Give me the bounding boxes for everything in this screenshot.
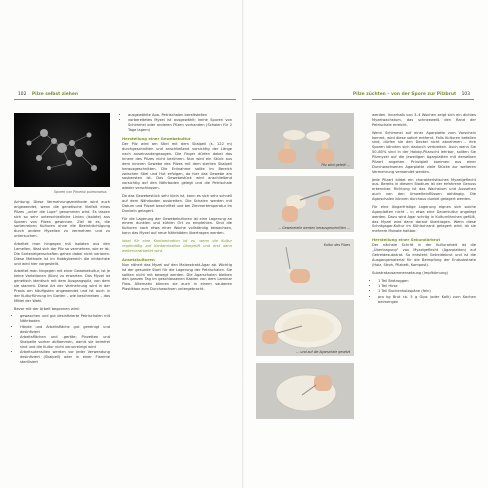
- photo-caption: Pilz wird geteilt …: [321, 163, 350, 167]
- list-item: • gewaschen und gut desinfizierte Petrischalen mit Nährboden: [20, 314, 110, 324]
- paragraph: Da das Gewebestück sehr klein ist, kann es sich sehr schnell auf dem Nährboden ausbreiten. Die Schalen werden mit Datum und Pilzart beschriftet und bei Zimmertemperatur im Dunkeln gelagert.: [122, 194, 232, 213]
- prep-list: [122, 113, 232, 133]
- photo-label-small: Kultur des Pilzes: [323, 243, 350, 247]
- photo-petri-dish: [256, 300, 354, 356]
- right-page: [244, 0, 488, 488]
- photo-caption: … Gewebeteile werden herausgeschnitten …: [278, 226, 350, 230]
- paragraph: Für eine längerfristige Lagerung eignen sich solche Agarplatten nicht – in etwa eine Dauerkultur angelegt werden. Dazu wird Agar schräg in Kulturröhrchen gefüllt, das Myzel wird dann darauf übertragen. Wenn diese Schrägagar-Kultur im Kühlschrank gelagert wird, ist sie mehrere Monate haltbar.: [372, 204, 476, 234]
- photo-inoculation: [256, 363, 354, 419]
- photo-mushroom-split: [256, 113, 354, 169]
- scalpel-image: [256, 239, 354, 295]
- list-item: • Arbeitsutensilien werden vor jeder Verwendung desinfiziert (Skalpell) oder in einer Flamme sterilisiert: [20, 350, 110, 365]
- tip-text: Ideal für eine Kontamination ist es, wenn die Kultur regelmäßig auf Kontamination überprüft und erst dann weiterverarbeitet wird.: [122, 239, 232, 253]
- recipe-title: Substratzusammensetzung (Impfkörnung): [372, 270, 448, 275]
- paragraph: Für die Lagerung der Gewebekulturen ist eine Lagerung an einem dunklen und kühlen Ort zu empfehlen. Sind die Kulturen nach etwa einer Woche vollständig bewachsen, kann das Myzel auf neue Nährböden übertragen werden.: [122, 216, 232, 236]
- list-item: • ausgewählte Apo- Petrischalen bereitstellen: [128, 113, 232, 118]
- material-list: [14, 314, 110, 365]
- left-column-1: [14, 200, 110, 368]
- paragraph: werden. Innerhalb von 3–4 Wochen zeigt sich ein dichtes Myzelwachstum, das schneeweiß den Rand der Petrischale erreicht.: [372, 113, 476, 127]
- cutting-tissue-image: [256, 176, 354, 232]
- page-number-right: 103: [461, 92, 470, 97]
- running-head-left: [14, 92, 78, 97]
- microscope-caption: Sporen von Phoenix pulmonarius: [54, 190, 107, 194]
- material-intro: Bevor mit der Arbeit begonnen wird:: [14, 306, 80, 311]
- list-item: • Hände und Arbeitsfläche gut gereinigt und desinfiziert: [20, 325, 110, 335]
- paragraph: Wenn Schimmel auf einer Agarplatte zum Vorschein kommt, wird diese sofort entfernt. Falls Kulturen befallen sind, dürfen sie den Deckel nicht abnehmen – ihre Sporen könnten sich dadurch verbreiten. Auch wenn Sie 50–80% sind in der Hobby-Pilzzucht lehrbar, sollten Sie Pilzmyzel auf die jeweiligen Agarplatten mit derselben Pilzart angehen. Prinzipiell kommen aus einer Durchwachsenen Agarplatte viele Stücke zur weiteren Vermehrung verwendet werden.: [372, 130, 476, 174]
- list-item: • 1 Teil Buchenholzspäne (fein): [378, 289, 476, 294]
- recipe-list: [372, 279, 476, 305]
- photo-scalpel: [256, 239, 354, 295]
- list-item: • 1 Teil Hirse: [378, 284, 476, 289]
- list-item: • 1 Teil Brotroggen: [378, 279, 476, 284]
- paragraph: Der nächste Schritt in der Kulturarbeit ist die „Übertragung“ von Myzelgeflecht (Agarplatten) auf Getreidesubstrat. So entsteht Getreidebrut und ist die Ausgangsmaterial für die Beimpfung der Endsubstrate (Holz, Stroh, Pilzbett, Kompost).: [372, 243, 476, 267]
- paragraph: Nun nähert das Myzel auf den Malzextrakt-Agar ab. Wichtig ist der gesunde Start für die Lagerung der Petrischalen. Sie sollten nicht mit bewegt werden. Die Agarschalen bleiben den ganzen Tag im geschlossenen Kasten von dem Laminar Flow. Alternativ können sie auch in einem sauberen Plastikbox zum Durchwachsen untergebracht.: [122, 262, 232, 292]
- list-item: • pro kg Brut ca. 5 g Gips (oder Kalk) zum Kochen beimengen: [378, 295, 476, 305]
- header-rule-right: [252, 99, 474, 100]
- paragraph: Arbeitet man hingegen mit Isolaten aus den Lamellen, lässt sich der Pilz so vermehren, wie er ist. Die Sorteneigenschaften gehen dabei nicht verloren. Diese Methode ist im Hobbybereich die einfachste und wird hier vorgestellt.: [14, 242, 110, 266]
- paragraph: Achtung: Diese Vermehrungsmethode wird auch angewendet, wenn die genetische Vielfalt eines Pilzes „unter die Lupe“ genommen wird. Es lassen sich so sehr unterschiedliche Linien (Isolate) aus Sporen von Pilzen gewinnen. Ziel ist es, die sortenreinen Kulturen ohne die Beeinträchtigung durch andere Myzelien zu vermehren und zu untersuchen.: [14, 200, 110, 239]
- paragraph: Der Pilz wird am Stiel mit dem Skalpell (s. 122 m) durchgeschnitten und anschließend vorsichtig der Länge nach auseinandergezogen. Die Finger dürfen dabei das Innere des Pilzes nicht berühren. Nun wird ein Stück aus dem inneren Gewebe des Pilzes mit dem sterilen Skalpell herausgeschnitten. Die Entnahme sollte im Bereich zwischen Stiel und Hut erfolgen, da hier das Gewebe am saubersten ist. Das Gewebestück wird anschließend vorsichtig auf den Nährboden gelegt und die Petrischale wieder verschlossen.: [122, 142, 232, 191]
- petri-dish-image: [256, 300, 354, 356]
- spore-image: [14, 113, 110, 187]
- running-head-right: [353, 92, 474, 97]
- paragraph: Arbeitet man hingegen mit einer Gewebekultur, ist je keine Variationen (Klon) zu erwarten. Das Myzel ist genetisch identisch mit dem Ausgangspilz, von dem sie stammt. Diese Art der Vermehrung wird in der Praxis am häufigsten angewendet und ist auch in der Kulturführung im Garten – wie beschrieben – das Mittel der Wahl.: [14, 269, 111, 303]
- header-rule-left: [14, 99, 236, 100]
- right-column: [372, 113, 476, 308]
- paragraph: Jede Pilzart bildet ein charakteristisches Myzelgeflecht aus. Bereits in diesem Stadium ist der erfahrene Genuss erkennbar. Richtung ist das Wachstum und Aussehen auch von den Umwelteinflüssen abhängig. Die Agarschalen können durchaus dunkel gelagert werden.: [372, 177, 476, 201]
- photo-cutting-tissue: [256, 176, 354, 232]
- photo-caption: … und auf die Agarschale gesetzt: [296, 350, 350, 354]
- section-heading: Ansetzkulturen: [122, 256, 155, 262]
- microscope-photo: [14, 113, 110, 187]
- section-heading: Herstellung einer Gewebekultur: [122, 136, 191, 142]
- list-item: • Arbeitsflächen und -geräte; Pinzetten und Skalpelle vorher abflammen, damit sie keimfrei sind und die Kultur nicht verunreinigt wird: [20, 335, 110, 350]
- running-head-right-title: Pilze züchten – von der Spore zur Pilzbrut: [352, 92, 457, 97]
- left-column-2: [122, 113, 232, 295]
- page-number-left: 102: [18, 92, 27, 97]
- mushroom-split-image: [256, 113, 354, 169]
- list-item: • vorbereitetes Myzel ist ausgewählt; keine Spuren von Schimmel oder anderen Pilzen vorhanden (Schalen für 2 Tage lagern): [128, 118, 232, 133]
- running-head-left-title: Pilze selbst ziehen: [31, 92, 78, 97]
- inoculation-image: [256, 363, 354, 419]
- section-heading: Herstellung einer Sekundärbrut: [372, 237, 441, 243]
